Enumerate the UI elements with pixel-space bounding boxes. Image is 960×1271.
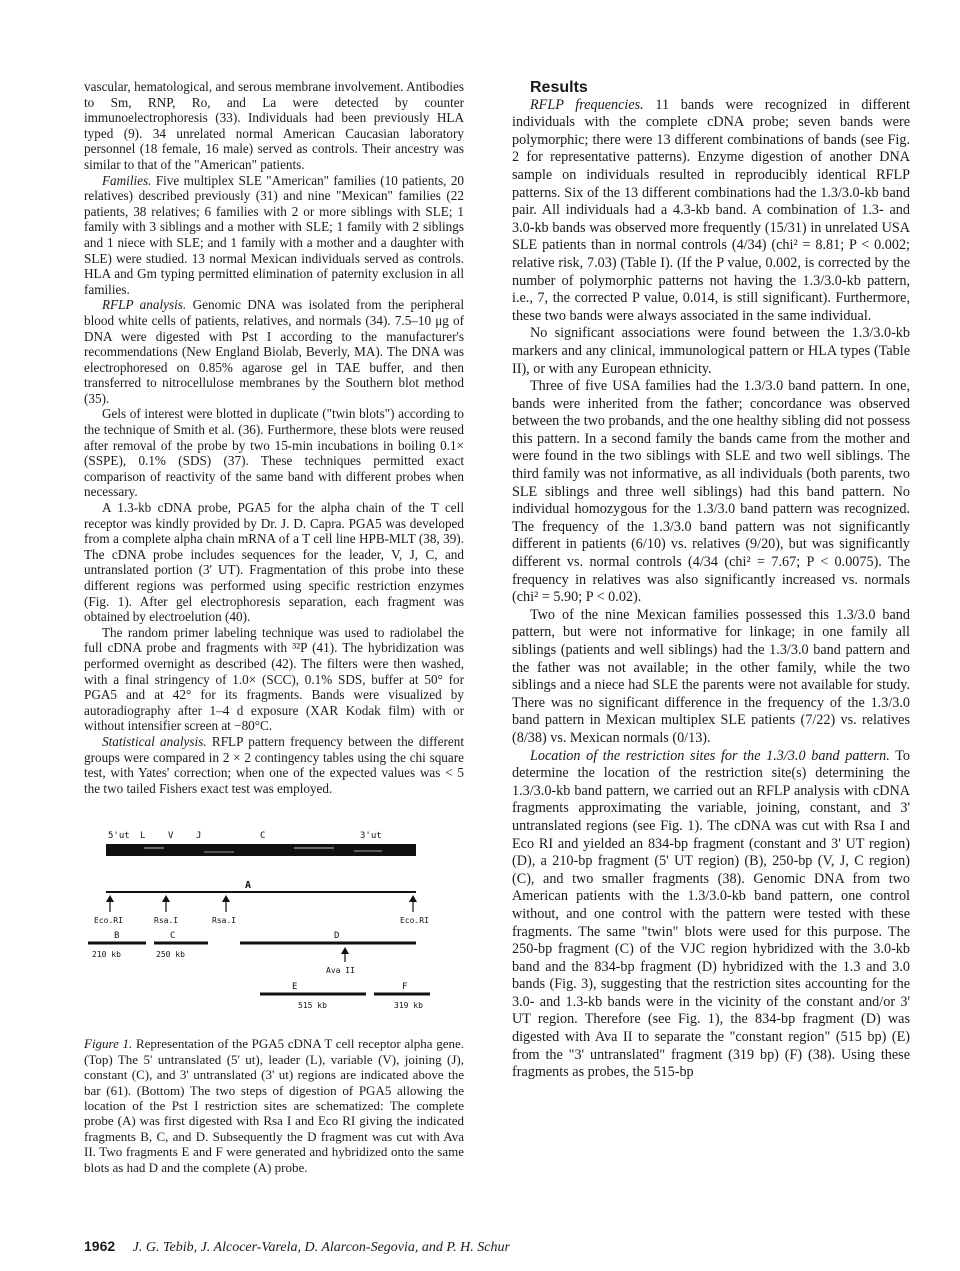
- site-ecori-left-label: Eco.RI: [94, 916, 123, 926]
- fragment-e-label: E: [292, 982, 298, 993]
- gels-paragraph: Gels of interest were blotted in duplicate ("twin blots") according to the technique of Smith et al. (36). Furthermore, these blots were reused after removal of the probe by two 15-min incubations in boiling 0.1× (SSPE), 0.1% (SDS) (37). These techniques permitted exact comparison of reactivity of the same band with different probes when necessary.: [84, 406, 464, 500]
- fragment-c-size: 250 kb: [156, 950, 185, 960]
- statistics-paragraph: [84, 734, 464, 796]
- fragment-e-size: 515 kb: [298, 1001, 327, 1011]
- figure-1-caption-label: Figure 1.: [84, 1036, 133, 1052]
- site-ecori-right-label: Eco.RI: [400, 916, 429, 926]
- families-body: Five multiplex SLE "American" families (10 patients, 20 relatives) described previously (31) and nine "Mexican" families (22 patients, 38 relatives; 6 families with 2 or more siblings with SLE; 1 family with 3 siblings and a mother with SLE; 1 family with 2 siblings and 1 niece with SLE; and 1 family with a mother and a daughter with SLE) were studied. 13 normal Mexican individuals served as controls. HLA and Gm typing permitted elimination of paternity exclusion in all families.: [84, 172, 465, 297]
- probe-a-label: A: [245, 880, 252, 892]
- left-column: [84, 79, 464, 1175]
- site-arrow-rsai-2: [222, 895, 230, 912]
- site-rsai-2-label: Rsa.I: [212, 916, 237, 926]
- label-variable: V: [168, 831, 174, 842]
- families-paragraph: [84, 173, 464, 298]
- figure-1-svg: [84, 826, 464, 1036]
- cdna-bar-texture: [294, 847, 334, 849]
- families-lead: Families.: [102, 172, 152, 188]
- fragment-c-label: C: [170, 931, 176, 942]
- fragment-f-label: F: [402, 982, 408, 993]
- intro-paragraph: vascular, hematological, and serous membrane involvement. Antibodies to Sm, RNP, Ro, and La were detected by counter immunoelectrophoresis (33). Individuals had been previously HLA typed (9). 34 unrelated normal American Caucasian laboratory personnel (18 female, 16 male) served as controls. Their ancestry was similar to that of the "American" patients.: [84, 79, 464, 172]
- fragment-b-label: B: [114, 931, 120, 942]
- site-arrow-ecori-left: [106, 895, 114, 912]
- cdna-bar-texture: [144, 847, 164, 849]
- rflp-frequencies-lead: RFLP frequencies.: [530, 96, 644, 113]
- cdna-bar-texture: [204, 851, 234, 853]
- mexican-families-paragraph: Two of the nine Mexican families possessed this 1.3/3.0 band pattern, but were not informative for linkage; in one family all siblings (patients and well siblings) had the 1.3/3.0 band pattern and the father was not available; in the other family, while the two siblings and a niece had SLE the parents were not available for study. There was no significant difference in the frequency of the 1.3/3.0 band pattern in Mexican multiplex SLE patients (7/22) vs. relatives (8/38) vs. Mexican normals (0/13).: [512, 606, 910, 746]
- restriction-sites-lead: Location of the restriction sites for the 1.3/3.0 band pattern.: [530, 747, 890, 764]
- cdna-bar-texture: [354, 850, 382, 852]
- fragment-b-size: 210 kb: [92, 950, 121, 960]
- site-arrow-ecori-right: [409, 895, 417, 912]
- figure-1-diagram: [84, 826, 464, 1036]
- page-footer: [84, 1238, 910, 1256]
- label-leader: L: [140, 831, 146, 842]
- figure-1-caption-text: Representation of the PGA5 cDNA T cell receptor alpha gene. (Top) The 5' untranslated (5' ut), leader (L), variable (V), joining (J), constant (C), and 3' untranslated (3' ut) regions are indicated above the bar (61). (Bottom) The two steps of digestion of PGA5 allowing the location of the Pst I restriction sites are schematized: The complete probe (A) was first digested with Rsa I and Eco RI giving the indicated fragments B, C, and D. Subsequently the D fragment was cut with Ava II. Two fragments E and F were generated and hybridized onto the same blots as had D and the complete (A) probe.: [84, 1036, 465, 1175]
- results-heading: Results: [530, 79, 588, 96]
- statistics-body: RFLP pattern frequency between the different groups were compared in 2 × 2 contingency tables using the chi square test, with Yates' correction; when one of the expected values was < 5 the two tailed Fishers exact test was employed.: [84, 733, 465, 796]
- site-ava-ii-label: Ava II: [326, 966, 355, 976]
- restriction-sites-paragraph: [512, 748, 910, 1082]
- site-arrow-rsai-1: [162, 895, 170, 912]
- restriction-sites-body: To determine the location of the restriction site(s) determining the 1.3/3.0-kb band pattern, we carried out an RFLP analysis with cDNA fragments approximating the variable, joining, constant, and 3' untranslated regions (see Fig. 1). The cDNA was cut with Rsa I and Eco RI and yielded an 834-bp fragment (constant and 3' UT region) (D), a 210-bp fragment (5' UT region) (B), 250-bp (V, J, C region) (C), and two smaller fragments (38). Genomic DNA from two American patients with the 1.3/3.0-kb band pattern, one control without, and one control with the pattern were tested with these fragments. The same "twin" blots were used for this purpose. The 250-bp fragment (C) of the VJC region hybridized with the 3.0-kb band and the 834-bp fragment (D) hybridized with the 1.3 and 3.0 bands (Fig. 3), suggesting that the restriction sites accounting for the 3.0- and 1.3-kb bands were in the vicinity of the constant and/or 3' UT region. Therefore (see Fig. 1), the 834-bp fragment (D) was digested with Ava II to separate the "constant region" (515 bp) (E) from the "3' untranslated" fragment (319 bp) (F) (38). Using these fragments as probes, the 515-bp: [512, 747, 911, 1081]
- label-constant: C: [260, 831, 266, 842]
- rflp-analysis-body: Genomic DNA was isolated from the peripheral blood white cells of patients, relatives, and normals (34). 7.5–10 μg of DNA were digested with Pst I according to the manufacturer's recommendations (New England Biolab, Beverly, MA). The DNA was electrophoresed on 0.85% agarose gel in TAE buffer, and then transferred to nitrocellulose membranes by the Southern blot method (35).: [84, 297, 465, 406]
- rflp-frequencies-paragraph: [512, 97, 910, 326]
- label-5ut: 5'ut: [108, 831, 130, 842]
- probe-paragraph: A 1.3-kb cDNA probe, PGA5 for the alpha chain of the T cell receptor was kindly provided by Dr. J. D. Capra. PGA5 was developed from a complete alpha chain mRNA of a T cell line HPB-MLT (38, 39). The cDNA probe includes sequences for the leader, V, J, C, and untranslated portion (3' UT). Fragmentation of this probe into these different regions was performed using specific restriction enzymes (Fig. 1). After gel electrophoresis separation, each fragment was obtained by electroelution (40).: [84, 500, 464, 625]
- no-association-paragraph: No significant associations were found between the 1.3/3.0-kb markers and any clinical, immunological pattern or HLA types (Table II), or with any European ethnicity.: [512, 325, 910, 377]
- rflp-analysis-lead: RFLP analysis.: [102, 297, 187, 313]
- site-rsai-1-label: Rsa.I: [154, 916, 179, 926]
- right-column: [512, 79, 910, 1082]
- rflp-frequencies-body: 11 bands were recognized in different individuals with the complete cDNA probe; seven bands were polymorphic; there were 13 different combinations of bands (see Fig. 2 for representative patterns). Enzyme digestion of another DNA sample on individuals resulted in reproducibly identical RFLP patterns. Six of the 13 different combinations had the 1.3/3.0-kb band pair. All individuals had a 4.3-kb band. A combination of 1.3- and 3.0-kb bands was observed more frequently (15/31) in unrelated USA SLE patients than in normal controls (4/34) (chi² = 8.81; P < 0.002; relative risk, 7.03) (Table I). (If the P value, 0.002, is corrected by the number of polymorphic patterns not having the 1.3/3.0-kb pattern, i.e., 7, the corrected P value, 0.014, is still significant). Furthermore, these two bands were always associated in the same individual.: [512, 96, 910, 324]
- label-joining: J: [196, 831, 202, 842]
- figure-1-caption: [84, 1036, 464, 1175]
- page-number: 1962: [84, 1238, 116, 1254]
- statistics-lead: Statistical analysis.: [102, 733, 207, 749]
- fragment-f-size: 319 kb: [394, 1001, 423, 1011]
- usa-families-paragraph: Three of five USA families had the 1.3/3.0 band pattern. In one, bands were inherited from the father; concordance was observed between the two probands, and the one healthy sibling did not possess this pattern. In a second family the bands came from the mother and were found in the two siblings with SLE and two well siblings. The third family was not informative, as all individuals (both parents, two SLE siblings and three well siblings) had this band pattern. No individual homozygous for the 1.3/3.0 band pattern was recognized. The frequency of the 1.3/3.0 band pattern was not significantly different in patients (6/10) vs. relatives (9/20), but was significantly different vs. normal controls (4/34 (chi² = 7.67; P < 0.0075). The frequency in relatives was also significantly increased vs. normals (chi² = 5.90; P < 0.02).: [512, 378, 910, 606]
- rflp-analysis-paragraph: [84, 297, 464, 406]
- site-arrow-ava-ii: [341, 947, 349, 962]
- primer-paragraph: The random primer labeling technique was used to radiolabel the full cDNA probe and fragments with ³²P (41). The hybridization was performed overnight as described (42). The filters were then washed, with a final stringency of 1.0× (SCC), 0.1% SDS, buffer at 50° for PGA5 and at 42° for its fragments. Bands were visualized by autoradiography after 1–4 d exposure (XAR Kodak film) with or without intensifier screen at −80°C.: [84, 624, 464, 734]
- footer-authors: J. G. Tebib, J. Alcocer-Varela, D. Alarcon-Segovia, and P. H. Schur: [132, 1240, 510, 1255]
- fragment-d-label: D: [334, 931, 340, 942]
- label-3ut: 3'ut: [360, 831, 382, 842]
